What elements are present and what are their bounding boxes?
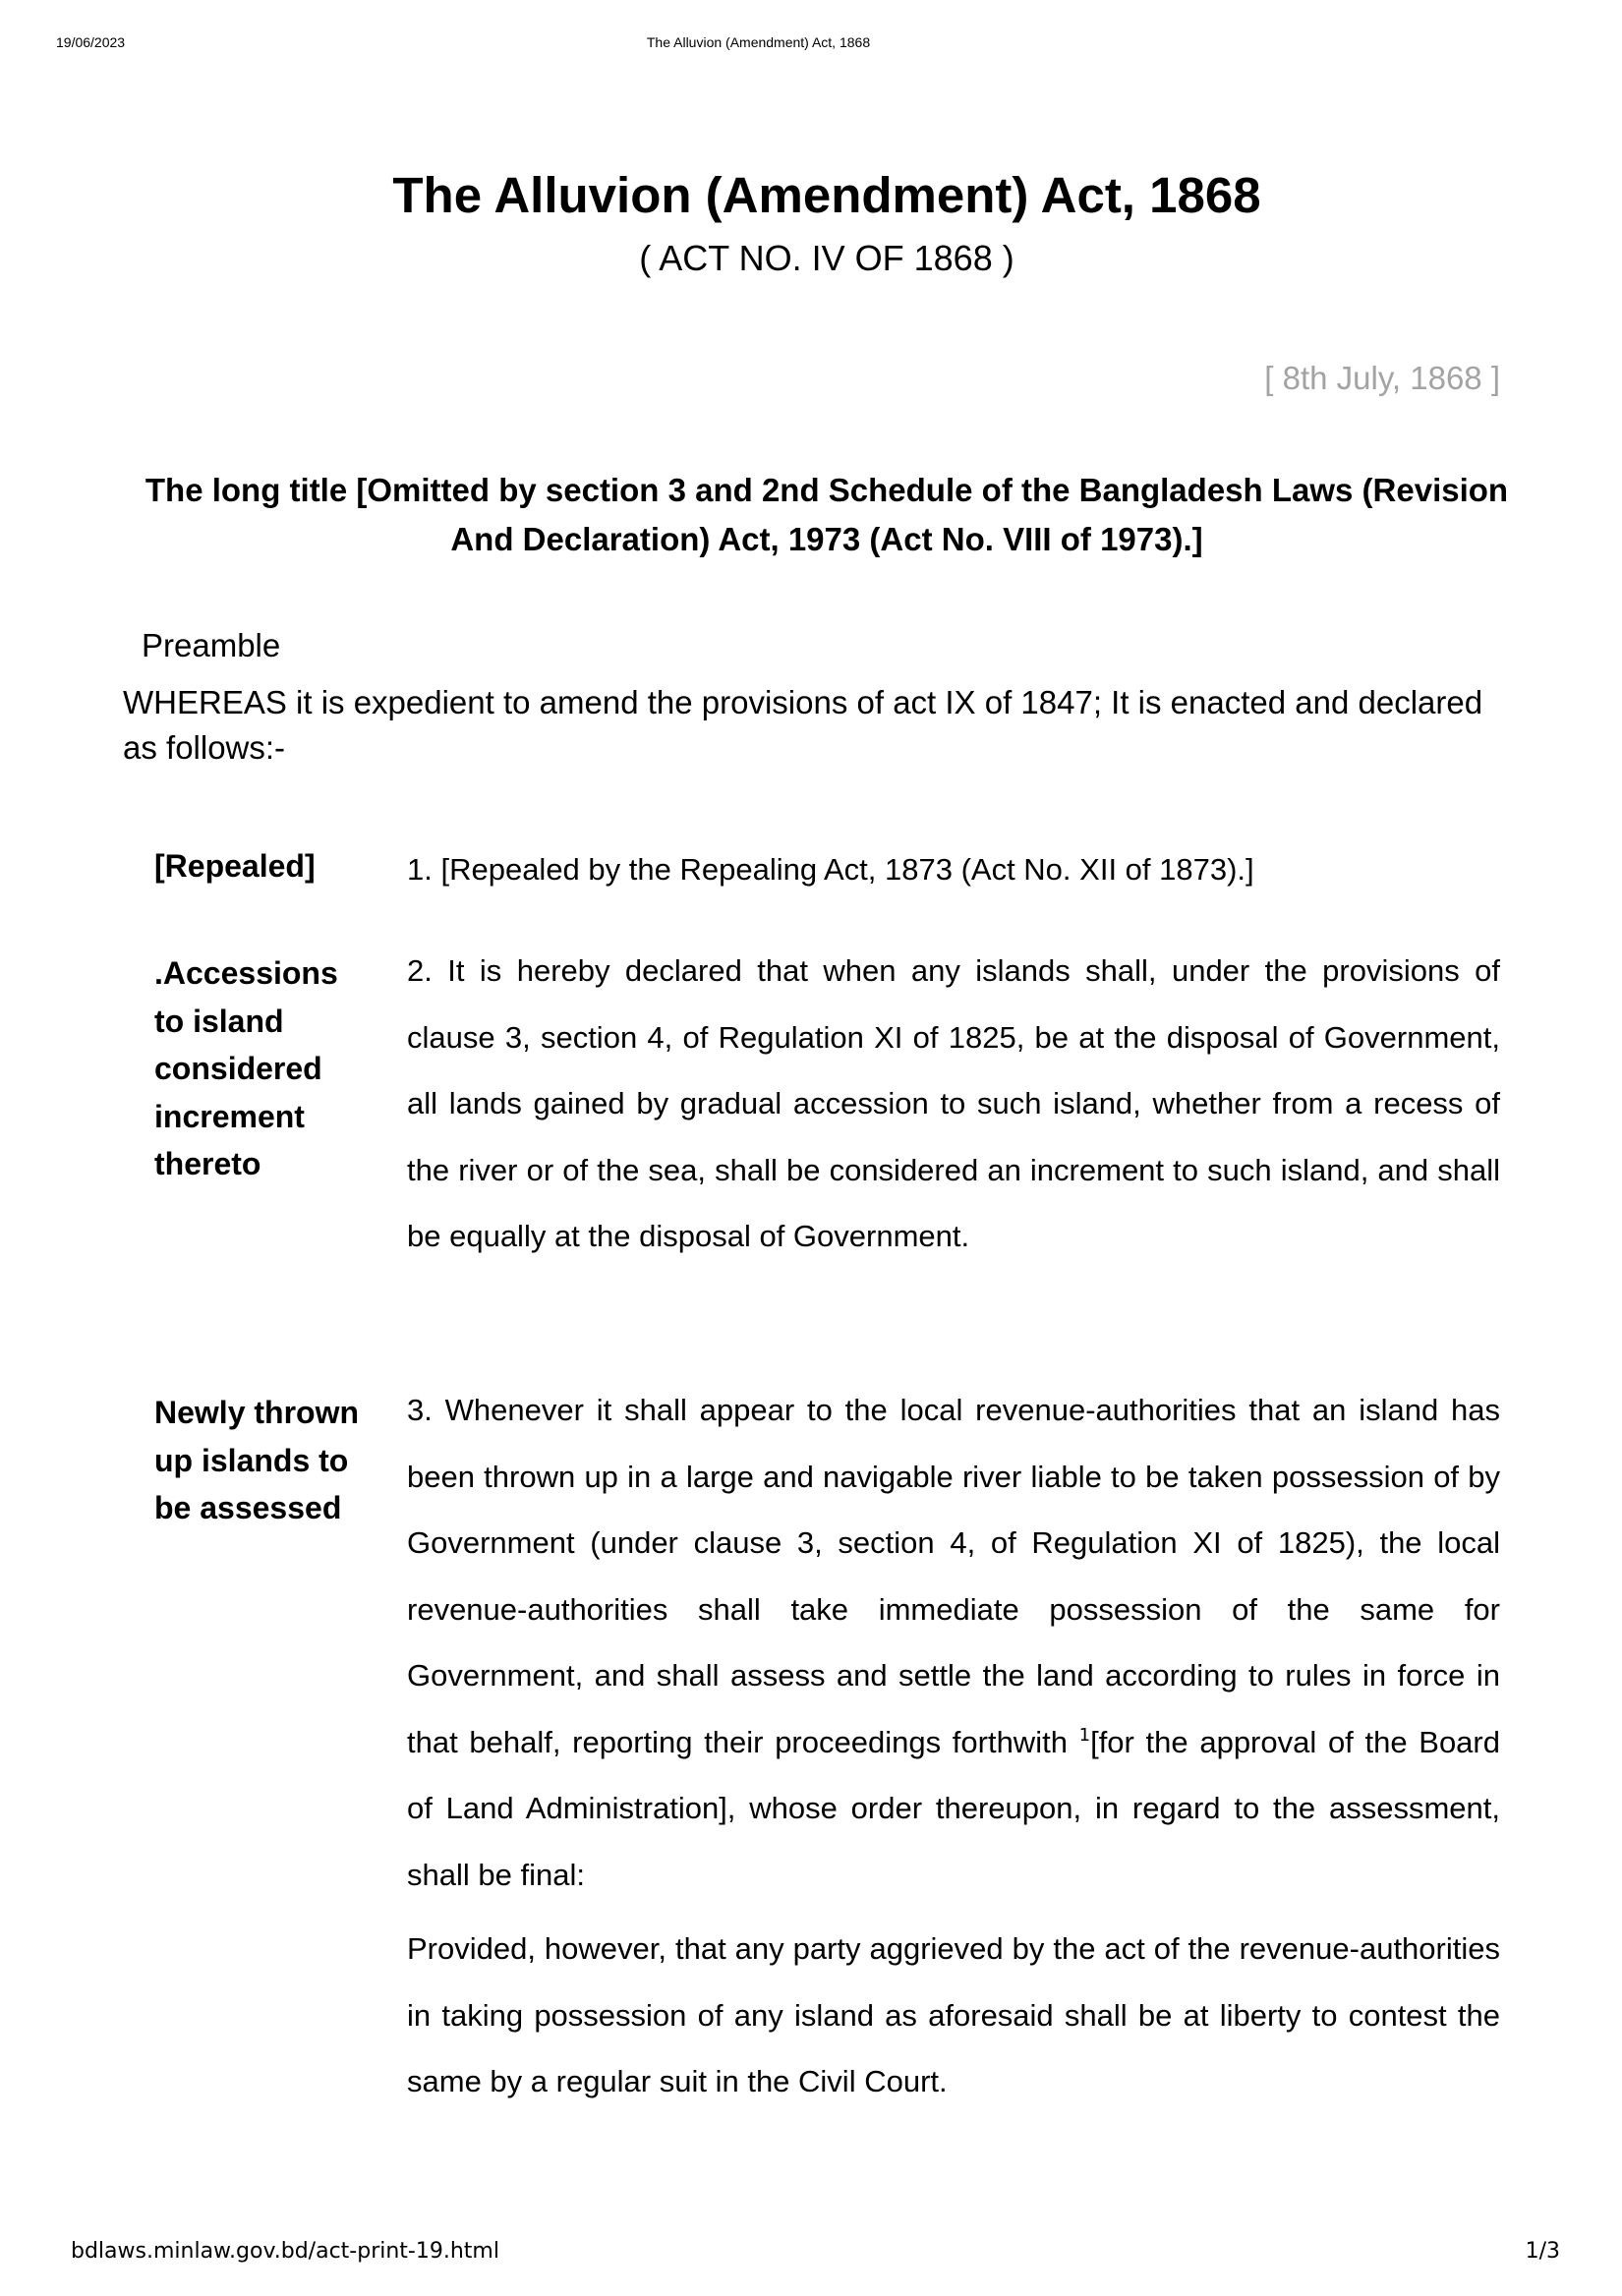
section-label: Newly thrown up islands to be assessed bbox=[154, 1395, 360, 1525]
section-paragraph: 1. [Repealed by the Repealing Act, 1873 (Act No. XII of 1873).] bbox=[407, 852, 1254, 887]
section-paragraph: 2. It is hereby declared that when any islands shall, under the provisions of clause 3, section 4, of Regulation XI of 1825, be at the disposal of Government, all lands gained by gradual accession to such island, whether from a recess of the river or of the sea, shall be considered an increment to such island, and shall be equally at the disposal of Government. bbox=[407, 953, 1500, 1253]
long-title: The long title [Omitted by section 3 and 2nd Schedule of the Bangladesh Laws (Revision And Declaration) Act, 1973 (Act No. VIII of 1973).] bbox=[145, 472, 1509, 557]
act-title: The Alluvion (Amendment) Act, 1868 bbox=[392, 167, 1261, 223]
section-body bbox=[407, 1377, 1500, 2115]
footnote-marker[interactable]: 1 bbox=[1078, 1724, 1091, 1746]
print-footer-url: bdlaws.minlaw.gov.bd/act-print-19.html bbox=[71, 2239, 499, 2264]
section-body bbox=[407, 938, 1500, 1270]
preamble-text: WHEREAS it is expedient to amend the provisions of act IX of 1847; It is enacted and declared as follows:- bbox=[123, 684, 1483, 766]
section-text: 3. Whenever it shall appear to the local revenue-authorities that an island has been thrown up in a large and navigable river liable to be taken possession of by Government (under clause 3, section 4, of Regulation XI of 1825), the local revenue-authorities shall take immediate possession of the same for Government, and shall assess and settle the land according to rules in force in that behalf, reporting their proceedings forthwith bbox=[407, 1393, 1500, 1759]
section-label: .Accessions to island considered increment thereto bbox=[154, 955, 338, 1181]
amended-text: [for the approval of the Board of Land Administration], whose order thereupon, in regard to the assessment, shall be final: bbox=[407, 1724, 1500, 1892]
act-number: ( ACT NO. IV OF 1868 ) bbox=[639, 238, 1014, 278]
print-date: 19/06/2023 bbox=[56, 34, 126, 50]
section-paragraph bbox=[407, 1377, 1500, 1908]
print-header-title: The Alluvion (Amendment) Act, 1868 bbox=[646, 34, 871, 50]
section-body bbox=[407, 836, 1500, 903]
preamble-heading: Preamble bbox=[142, 627, 281, 663]
page-number: 1/3 bbox=[1525, 2239, 1560, 2264]
act-date: [ 8th July, 1868 ] bbox=[1264, 360, 1500, 396]
section-label: [Repealed] bbox=[154, 848, 316, 884]
section-proviso: Provided, however, that any party aggrieved by the act of the revenue-authorities in taking possession of any island as aforesaid shall be at liberty to contest the same by a regular suit in the Civil Court. bbox=[407, 1931, 1500, 2098]
